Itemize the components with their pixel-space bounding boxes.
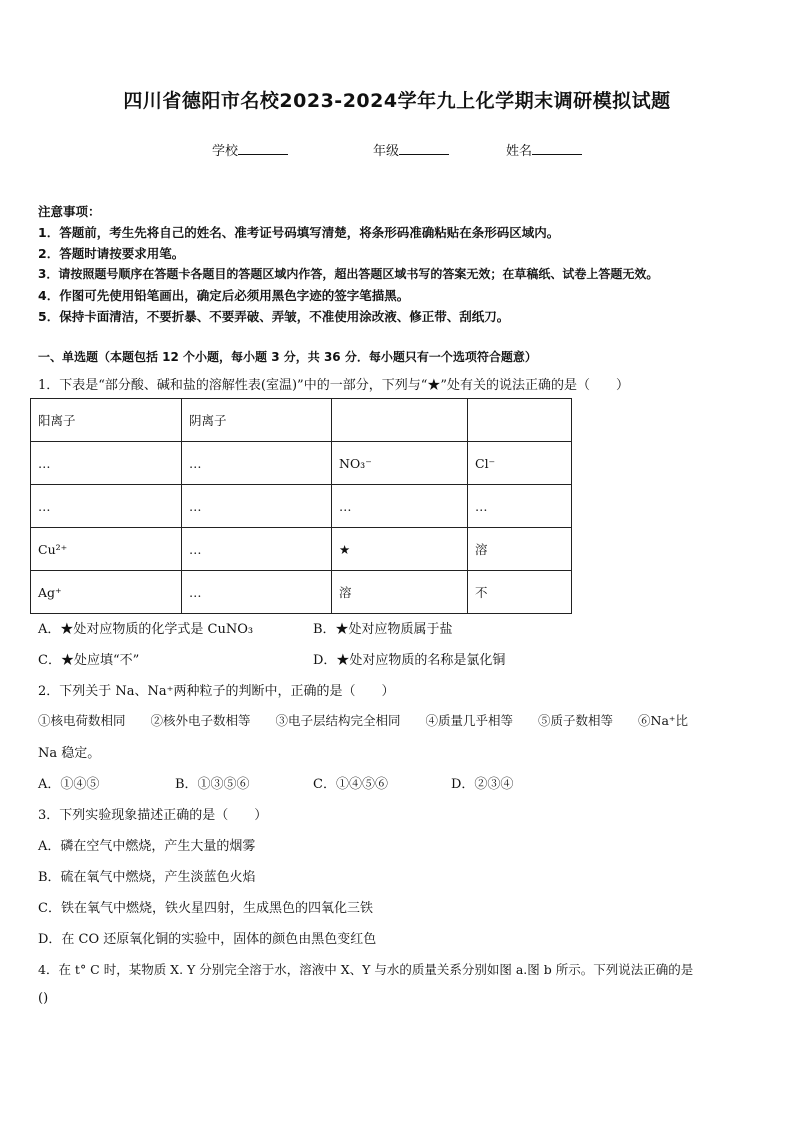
table-cell: NO₃⁻ [332,442,468,485]
table-cell [468,399,572,442]
notice-item: 4．作图可先使用铅笔画出，确定后必须用黑色字迹的签字笔描黑。 [38,288,410,303]
question-2-option-c: C．①④⑤⑥ [313,777,388,792]
table-cell: … [31,442,182,485]
school-field [212,140,288,159]
table-cell: 阴离子 [182,399,332,442]
question-1-option-b: B．★处对应物质属于盐 [313,622,453,637]
notice-item: 2．答题时请按要求用笔。 [38,246,185,261]
table-cell: 不 [468,571,572,614]
question-3-stem: 3．下列实验现象描述正确的是（ ） [38,808,268,823]
question-1-option-a: A．★处对应物质的化学式是 CuNO₃ [38,622,254,637]
question-4-stem: 4．在 t° C 时，某物质 X. Y 分别完全溶于水，溶液中 X、Y 与水的质量关系分别如图 a.图 b 所示。下列说法正确的是 [38,962,694,977]
table-cell: … [182,485,332,528]
grade-field [373,140,449,159]
notice-item: 3．请按照题号顺序在答题卡各题目的答题区域内作答，超出答题区域书写的答案无效；在草稿纸、试卷上答题无效。 [38,267,659,281]
question-2-option-a: A．①④⑤ [38,777,100,792]
table-cell: Ag⁺ [31,571,182,614]
question-2-statements: ①核电荷数相同 ②核外电子数相等 ③电子层结构完全相同 ④质量几乎相等 ⑤质子数相等 ⑥Na⁺比 [38,713,688,728]
table-cell: … [468,485,572,528]
notice-heading: 注意事项： [38,204,101,219]
notice-item: 5．保持卡面清洁，不要折暴、不要弄破、弄皱，不准使用涂改液、修正带、刮纸刀。 [38,309,510,324]
name-blank [532,142,582,155]
question-3-option-c: C．铁在氧气中燃烧，铁火星四射，生成黑色的四氧化三铁 [38,901,373,916]
question-4-stem-cont: () [38,991,49,1006]
table-row [31,442,572,485]
table-row [31,528,572,571]
table-cell: Cu²⁺ [31,528,182,571]
table-cell: … [182,528,332,571]
table-cell: ★ [332,528,468,571]
grade-label: 年级 [373,144,400,159]
table-row [31,399,572,442]
question-2-statements-cont: Na 稳定。 [38,746,101,761]
table-cell: … [31,485,182,528]
table-cell: Cl⁻ [468,442,572,485]
question-3-option-b: B．硫在氧气中燃烧，产生淡蓝色火焰 [38,870,256,885]
table-row [31,571,572,614]
page-title: 四川省德阳市名校2023-2024学年九上化学期末调研模拟试题 [123,90,671,112]
question-2-stem: 2．下列关于 Na、Na⁺两种粒子的判断中，正确的是（ ） [38,684,395,699]
solubility-table [30,398,572,614]
notice-item: 1．答题前，考生先将自己的姓名、准考证号码填写清楚，将条形码准确粘贴在条形码区域内。 [38,225,560,240]
table-cell: 溶 [332,571,468,614]
question-2-option-d: D．②③④ [451,777,514,792]
question-1-option-c: C．★处应填“不” [38,653,140,668]
question-3-option-a: A．磷在空气中燃烧，产生大量的烟雾 [38,839,256,854]
name-field [506,140,582,159]
question-3-option-d: D．在 CO 还原氧化铜的实验中，固体的颜色由黑色变红色 [38,932,377,947]
question-1-stem: 1．下表是“部分酸、碱和盐的溶解性表(室温)”中的一部分，下列与“★”处有关的说法正确的是（ ） [38,378,629,393]
question-2-option-b: B．①③⑤⑥ [175,777,250,792]
question-1-option-d: D．★处对应物质的名称是氯化铜 [313,653,506,668]
table-cell: 溶 [468,528,572,571]
table-cell: … [332,485,468,528]
section-heading: 一、单选题（本题包括 12 个小题，每小题 3 分，共 36 分．每小题只有一个选项符合题意） [38,350,537,364]
table-cell: … [182,571,332,614]
table-cell [332,399,468,442]
table-cell: 阳离子 [31,399,182,442]
name-label: 姓名 [506,144,533,159]
table-cell: … [182,442,332,485]
table-row [31,485,572,528]
school-label: 学校 [212,144,239,159]
school-blank [238,142,288,155]
grade-blank [399,142,449,155]
